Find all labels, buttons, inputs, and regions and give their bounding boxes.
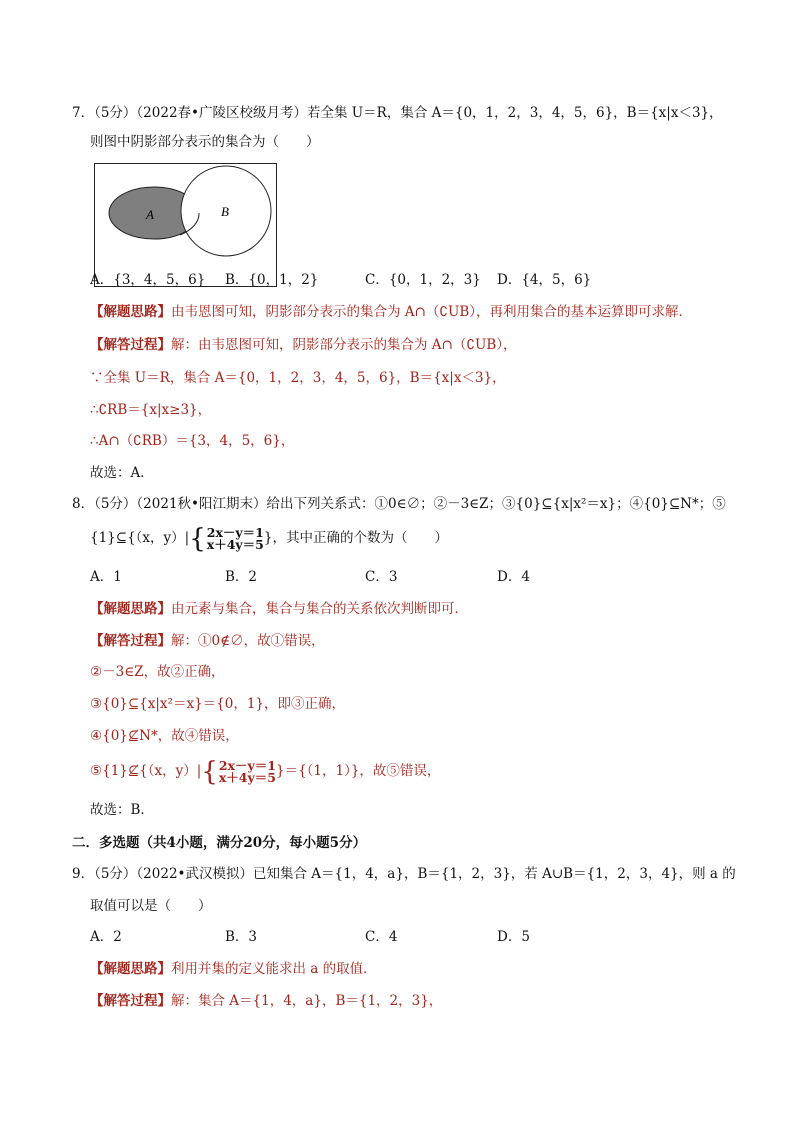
process-tag: 【解答过程】	[90, 633, 171, 649]
q8-equation-system	[206, 524, 264, 552]
q8-step4-brace: {	[201, 756, 218, 787]
q7-stem-line2: 则图中阴影部分表示的集合为（ ）	[90, 134, 320, 150]
q9-option-c[interactable]: C．4	[365, 929, 398, 945]
idea-text: 由元素与集合，集合与集合的关系依次判断即可．	[171, 601, 468, 617]
idea-tag: 【解题思路】	[90, 961, 171, 977]
venn-label-b: B	[221, 204, 229, 219]
process-text: 解：①0∉∅，故①错误，	[171, 633, 325, 649]
q7-option-d[interactable]: D．{4，5，6}	[497, 272, 592, 288]
q7-answer: 故选：A．	[90, 465, 154, 481]
q7-option-c[interactable]: C．{0，1，2，3}	[365, 272, 481, 288]
q7-step-1: ∵全集 U＝R，集合 A＝{0，1，2，3，4，5，6}，B＝{x|x＜3}，	[90, 370, 506, 386]
q8-answer: 故选：B．	[90, 802, 154, 818]
process-tag: 【解答过程】	[90, 337, 171, 353]
q8-stem-pre: {1}⊆{（x，y）|	[90, 530, 190, 546]
q9-option-d[interactable]: D．5	[497, 929, 530, 945]
step4-pre: ⑤{1}⊈{（x，y）|	[90, 763, 202, 779]
q7-option-a[interactable]: A．{3，4，5，6}	[90, 272, 206, 288]
process-text: 解：由韦恩图可知，阴影部分表示的集合为 A∩（∁UB），	[171, 337, 517, 353]
process-tag: 【解答过程】	[90, 993, 171, 1009]
q8-step-3: ④{0}⊈N*，故④错误，	[90, 728, 239, 744]
q7-option-b[interactable]: B．{0，1，2}	[225, 272, 319, 288]
q8-stem-post: }，其中正确的个数为（ ）	[263, 530, 448, 546]
q8-brace: {	[189, 523, 206, 554]
q8-option-c[interactable]: C．3	[365, 569, 398, 585]
q9-stem-line1: 9．（5分）（2022•武汉模拟）已知集合 A＝{1，4，a}，B＝{1，2，3}，若 A∪B＝{1，2，3，4}，则 a 的	[72, 866, 736, 882]
q9-solution-process	[90, 991, 442, 1011]
equation-2: x＋4y＝5	[218, 769, 276, 785]
section-title: 二．多选题（共4小题，满分20分，每小题5分）	[72, 835, 367, 851]
q8-step-1: ②－3∈Z，故②正确，	[90, 664, 225, 680]
q8-option-d[interactable]: D．4	[497, 569, 530, 585]
q7-step-3: ∴A∩（∁RB）＝{3，4，5，6}，	[90, 433, 295, 449]
equation-2: x＋4y＝5	[206, 536, 264, 552]
q8-solution-idea	[90, 599, 468, 619]
q9-stem-line2: 取值可以是（ ）	[90, 898, 212, 914]
q7-step-2: ∴∁RB＝{x|x≥3}，	[90, 402, 212, 418]
q8-step4-equation-system	[218, 757, 276, 785]
q9-option-a[interactable]: A．2	[90, 929, 122, 945]
q8-option-a[interactable]: A．1	[90, 569, 122, 585]
q8-step-2: ③{0}⊆{x|x²＝x}＝{0，1}，即③正确，	[90, 696, 346, 712]
q9-solution-idea	[90, 959, 377, 979]
q7-stem-line1: 7．（5分）（2022春•广陵区校级月考）若全集 U＝R，集合 A＝{0，1，2，3，4，5，6}，B＝{x|x＜3}，	[72, 105, 723, 121]
process-text: 解：集合 A＝{1，4，a}，B＝{1，2，3}，	[171, 993, 443, 1009]
idea-text: 利用并集的定义能求出 a 的取值．	[171, 961, 377, 977]
equation-1: 2x－y＝1	[206, 524, 264, 540]
q8-solution-process	[90, 631, 325, 651]
idea-text: 由韦恩图可知，阴影部分表示的集合为 A∩（∁UB），再利用集合的基本运算即可求解．	[171, 304, 692, 320]
q7-solution-process	[90, 335, 517, 355]
venn-label-a: A	[146, 207, 154, 222]
q8-step-4	[90, 756, 440, 786]
idea-tag: 【解题思路】	[90, 601, 171, 617]
q8-stem-line1: 8．（5分）（2021秋•阳江期末）给出下列关系式：①0∈∅；②－3∈Z；③{0}⊆{x|x²＝x}；④{0}⊆N*；⑤	[72, 496, 726, 512]
equation-1: 2x－y＝1	[218, 757, 276, 773]
idea-tag: 【解题思路】	[90, 304, 171, 320]
q8-option-b[interactable]: B．2	[225, 569, 258, 585]
q9-option-b[interactable]: B．3	[225, 929, 258, 945]
step4-post: }＝{（1，1）}，故⑤错误，	[275, 763, 441, 779]
q8-stem-line2	[90, 523, 448, 553]
q7-solution-idea	[90, 302, 692, 322]
